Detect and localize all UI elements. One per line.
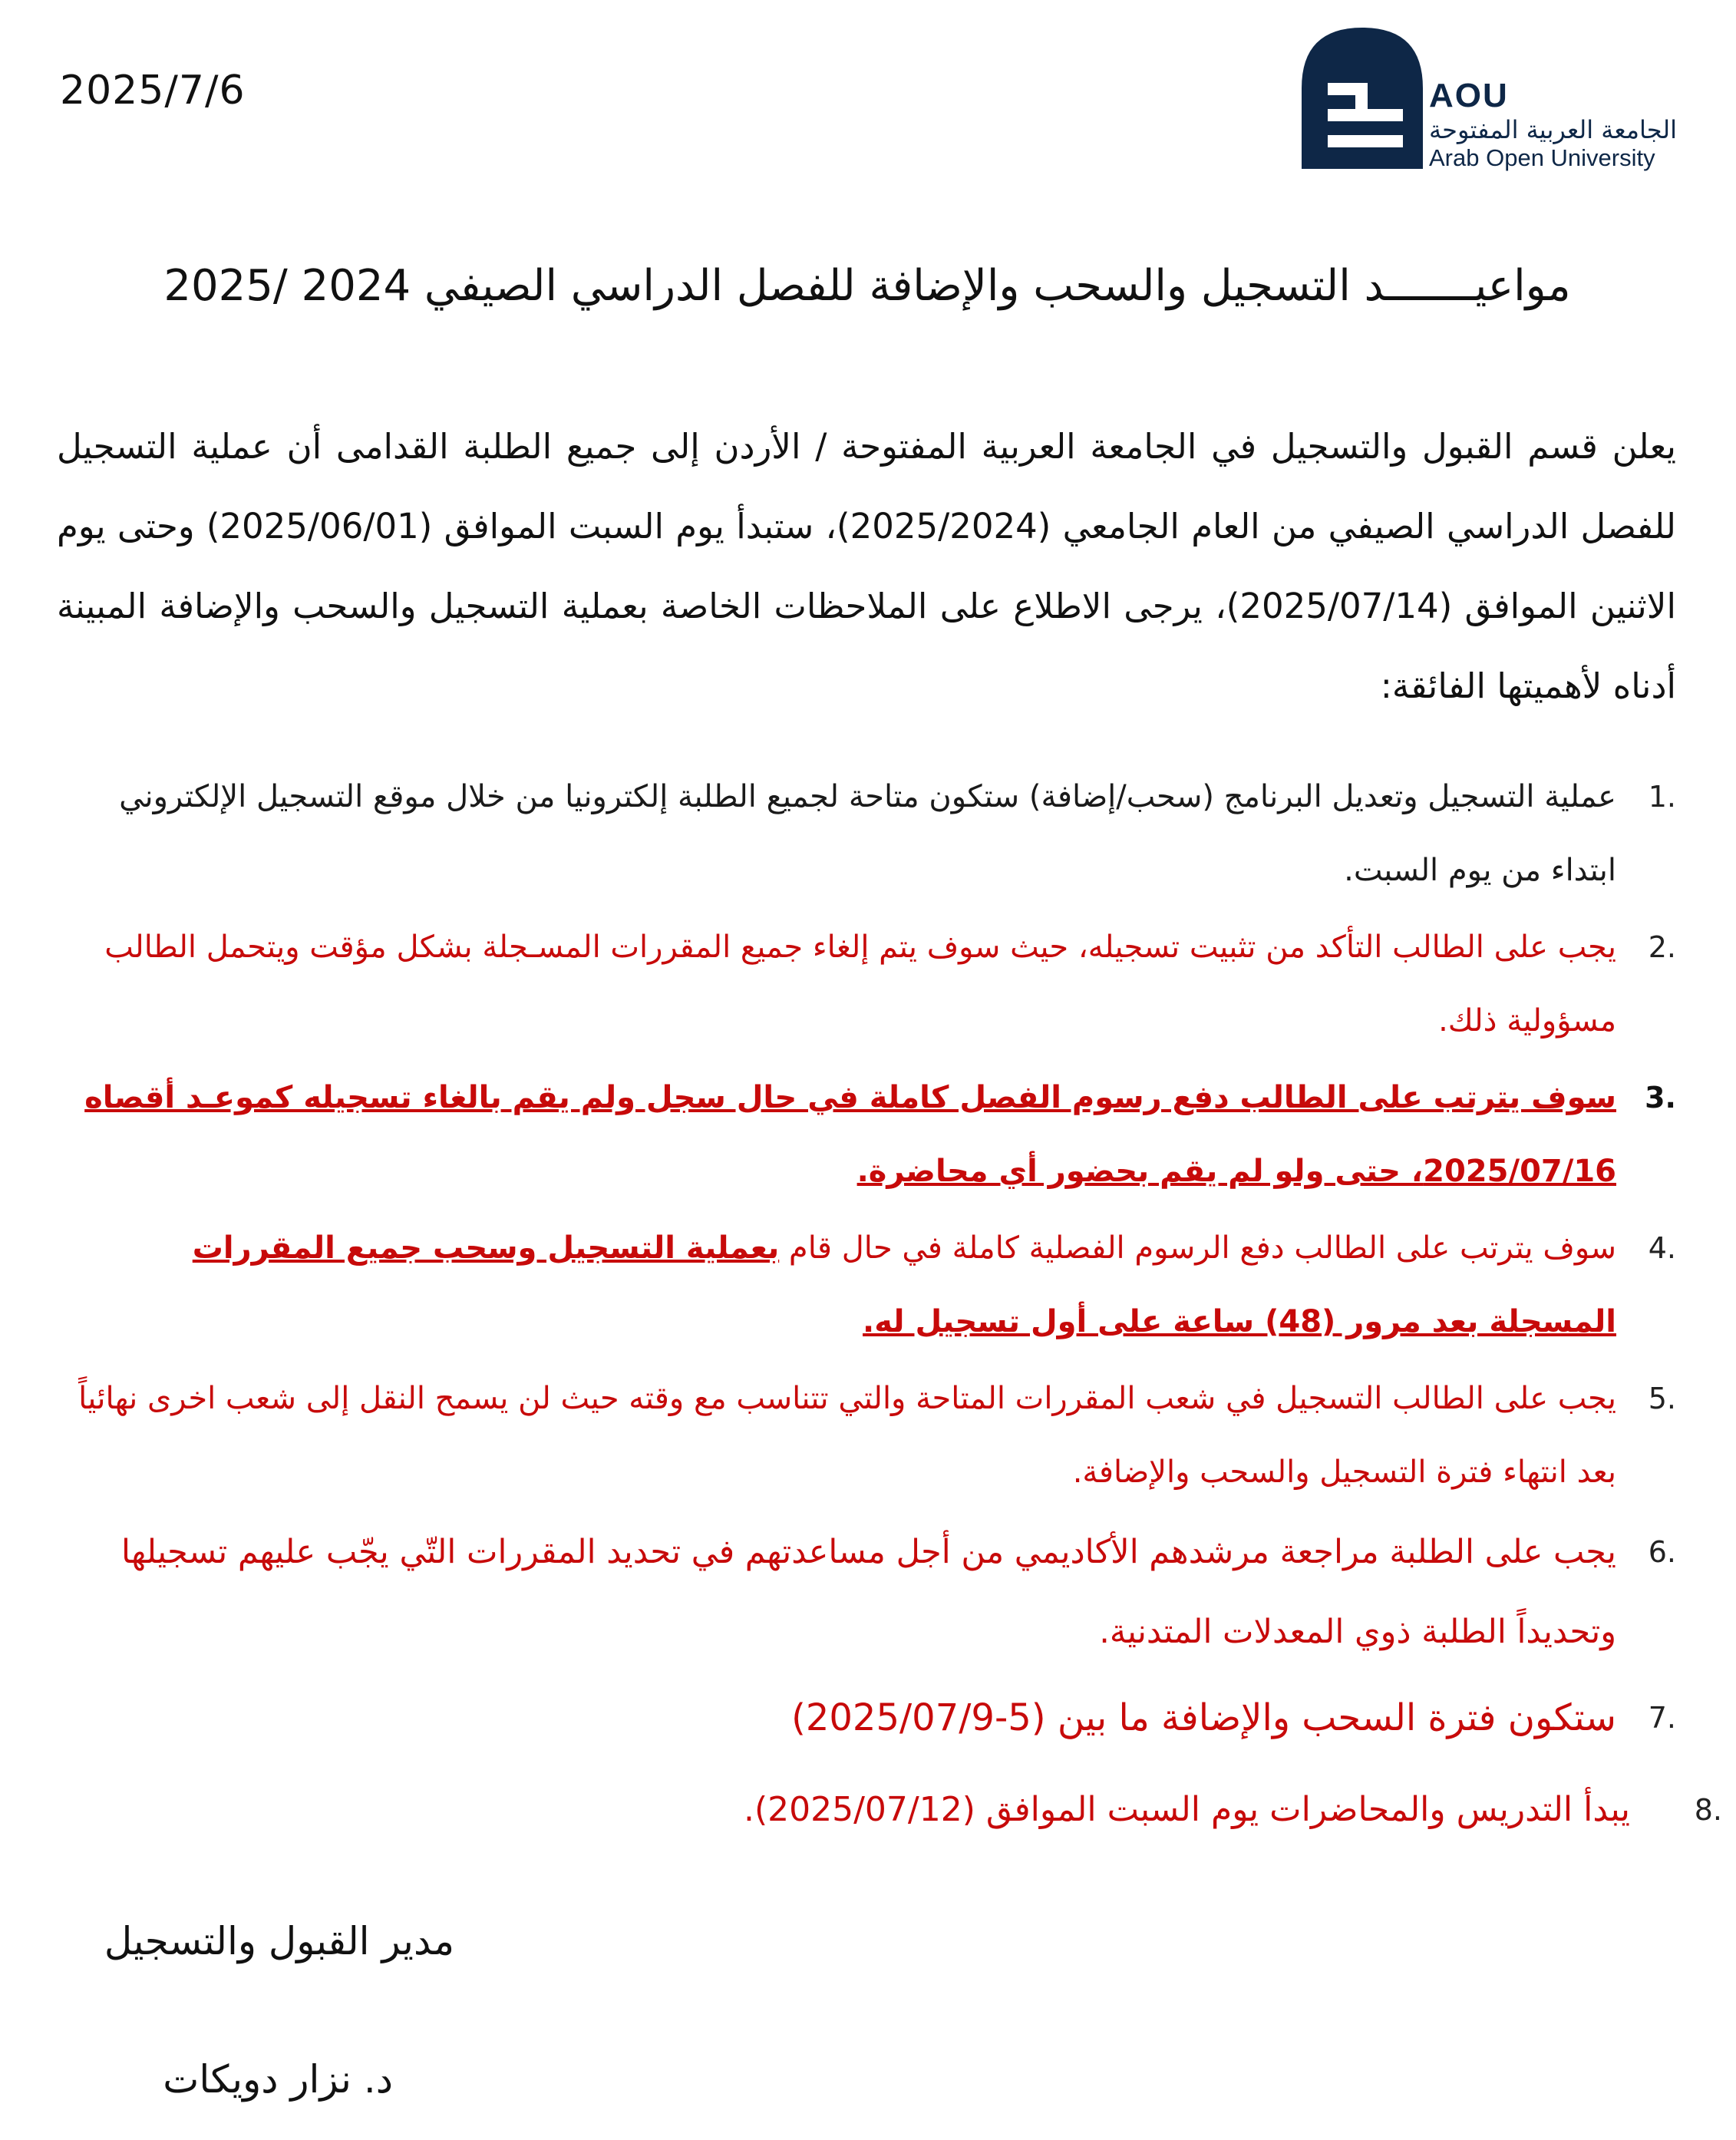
list-item: 3. سوف يترتب على الطالب دفع رسوم الفصل كاملة في حال سجل ولم يقم بالغاء تسجيله كموعـد أقصاه 2025/07/16، حتى ولو لم يقم بحضور أي محاضرة. (84, 1080, 1676, 1189)
list-item: 1. عملية التسجيل وتعديل البرنامج (سحب/إضافة) ستكون متاحة لجميع الطلبة إلكترونيا من خلال موقع التسجيل الإلكتروني ابتداء من يوم السبت. (119, 779, 1676, 888)
logo-abbreviation: AOU (1429, 77, 1509, 114)
notes-list (57, 760, 1722, 1859)
list-item: 4. سوف يترتب على الطالب دفع الرسوم الفصلية كاملة في حال قام بعملية التسجيل وسحب جميع المقررات المسجلة بعد مرور (48) ساعة على أول تسجيل له. (192, 1230, 1676, 1339)
aou-emblem-icon (1297, 23, 1427, 177)
list-item: 5. يجب على الطالب التسجيل في شعب المقررات المتاحة والتي تتناسب مع وقته حيث لن يسمح النقل إلى شعب اخرى نهائياً بعد انتهاء فترة التسجيل والسحب والإضافة. (78, 1381, 1676, 1490)
signatory-name: د. نزار دويكات (163, 2057, 393, 2102)
list-item: 7. ستكون فترة السحب والإضافة ما بين (5-2025/07/9) (791, 1696, 1676, 1739)
logo-name-arabic: الجامعة العربية المفتوحة (1429, 115, 1678, 144)
intro-paragraph: يعلن قسم القبول والتسجيل في الجامعة العربية المفتوحة / الأردن إلى جميع الطلبة القدامى أن عملية التسجيل للفصل الدراسي الصيفي من العام الجامعي (2025/2024)، ستبدأ يوم السبت الموافق (2025/06/01) وحتى يوم الاثنين الموافق (2025/07/14)، يرجى الاطلاع على الملاحظات الخاصة بعملية التسجيل والسحب والإضافة المبينة أدناه لأهميتها الفائقة: (57, 426, 1676, 706)
list-item: 2. يجب على الطالب التأكد من تثبيت تسجيله، حيث سوف يتم إلغاء جميع المقررات المسـجلة بشكل مؤقت ويتحمل الطالب مسؤولية ذلك. (104, 930, 1676, 1039)
list-item: 6. يجب على الطلبة مراجعة مرشدهم الأكاديمي من أجل مساعدتهم في تحديد المقررات التّي يجّب عليهم تسجيلها وتحديداً الطلبة ذوي المعدلات المتدنية. (120, 1533, 1676, 1651)
document-title: مواعيـــــــد التسجيل والسحب والإضافة للفصل الدراسي الصيفي 2024 /2025 (163, 261, 1571, 311)
document-date: 2025/7/6 (60, 68, 246, 114)
signatory-title: مدير القبول والتسجيل (104, 1919, 454, 1963)
list-item: 8. يبدأ التدريس والمحاضرات يوم السبت الموافق (2025/07/12). (743, 1790, 1722, 1829)
aou-logo (1297, 23, 1711, 177)
logo-name-english: Arab Open University (1429, 144, 1655, 171)
